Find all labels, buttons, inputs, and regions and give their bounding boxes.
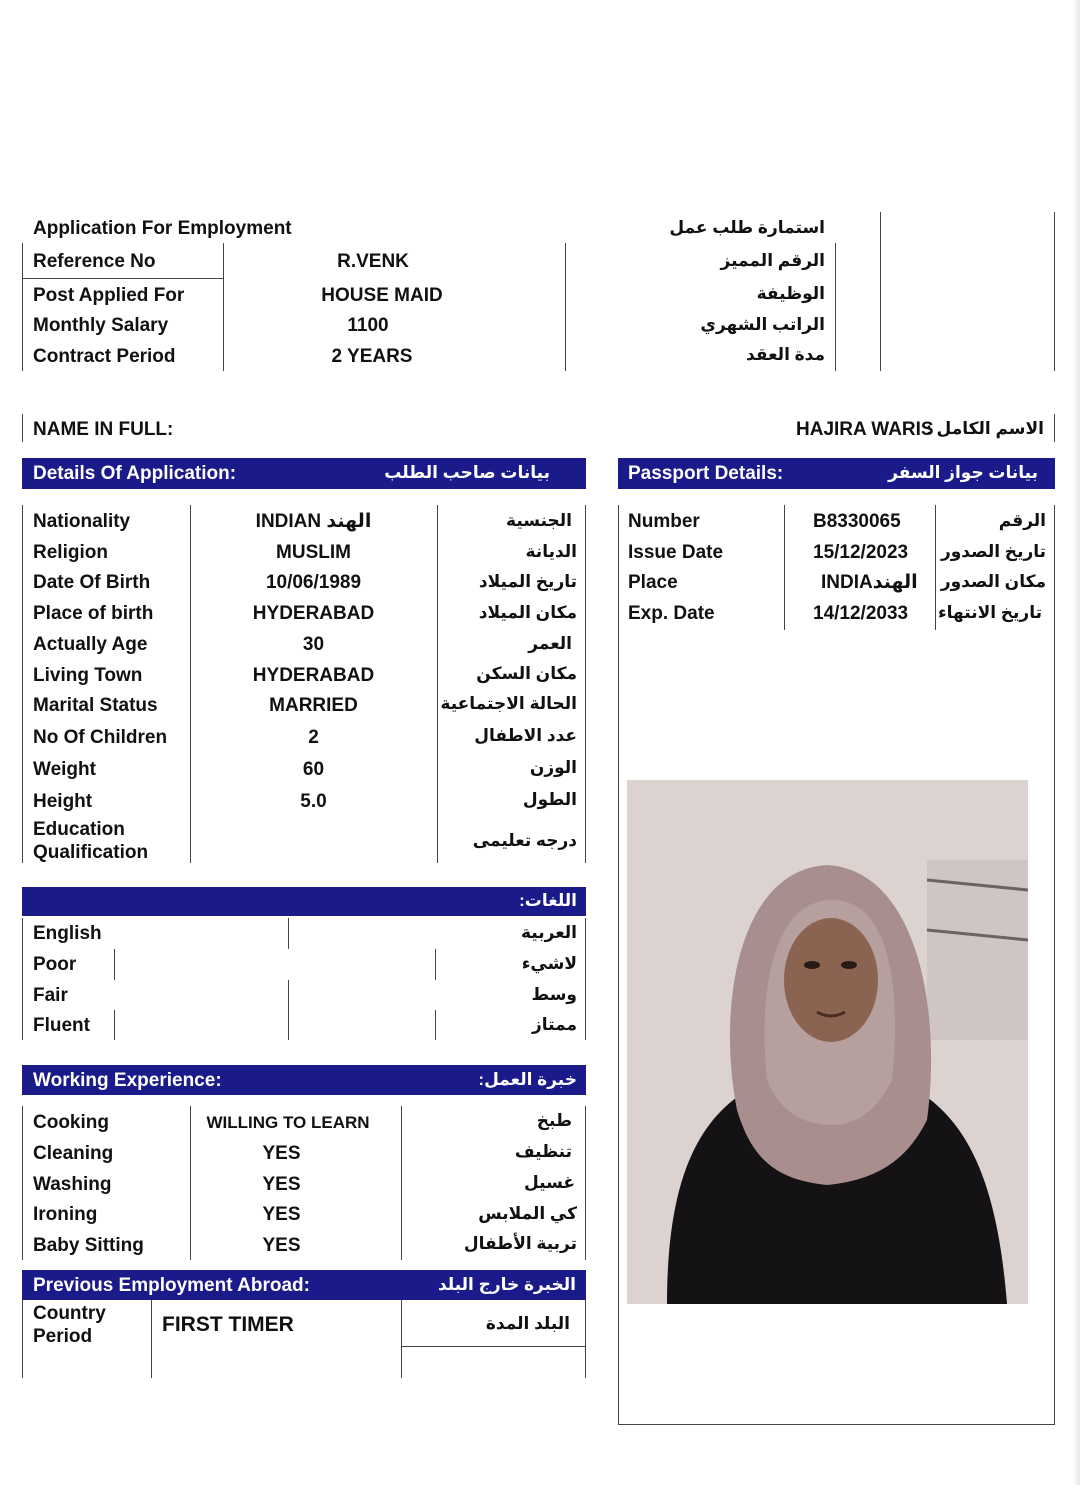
dob-value: 10/06/1989 (265, 572, 362, 593)
divider (585, 1300, 586, 1378)
divider (565, 243, 566, 371)
period-label: Period (33, 1326, 93, 1347)
issue-place-value: INDIAالهند (821, 572, 918, 593)
country-period-label-ar: البلد المدة (485, 1314, 570, 1333)
living-town-label-ar: مكان السكن (476, 664, 577, 683)
issue-date-label: Issue Date (628, 542, 724, 563)
marital-status-label-ar: الحالة الاجتماعية (440, 694, 577, 713)
children-label: No Of Children (33, 727, 168, 748)
previous-title-bar (22, 1270, 586, 1300)
washing-label: Washing (33, 1174, 112, 1195)
page-edge (1072, 0, 1080, 1485)
post-applied-label-ar: الوظيفة (756, 284, 825, 303)
divider (585, 1106, 586, 1260)
passport-title-ar: بيانات جواز السفر (888, 463, 1038, 482)
cooking-value: WILLING TO LEARN (206, 1113, 370, 1132)
divider (22, 1106, 23, 1260)
experience-title-ar: خبرة العمل: (478, 1070, 577, 1089)
passport-number-label-ar: الرقم (998, 511, 1046, 530)
languages-title-ar: اللغات: (519, 891, 577, 910)
cleaning-label-ar: تنظيف (514, 1142, 572, 1161)
experience-title-en: Working Experience: (33, 1070, 222, 1091)
previous-title-en: Previous Employment Abroad: (33, 1275, 310, 1296)
divider (1054, 505, 1055, 1425)
divider (114, 949, 115, 980)
divider (1054, 414, 1055, 442)
issue-date-label-ar: تاريخ الصدور (940, 542, 1046, 561)
nationality-value: INDIAN الهند (255, 511, 372, 532)
baby-sitting-label-ar: تربية الأطفال (463, 1234, 577, 1253)
marital-status-value: MARRIED (269, 695, 358, 716)
divider (880, 212, 881, 371)
contract-period-value: 2 YEARS (331, 346, 413, 367)
divider (288, 980, 289, 1010)
divider (585, 505, 586, 863)
nationality-label: Nationality (33, 511, 131, 532)
education-label-ar: درجه تعليمى (472, 831, 577, 850)
cooking-label: Cooking (33, 1112, 109, 1133)
divider (22, 278, 224, 279)
form-title-ar: استمارة طلب عمل (669, 218, 825, 237)
level-fair-label: Fair (33, 985, 68, 1006)
children-value: 2 (308, 727, 319, 748)
divider (22, 414, 23, 442)
nationality-label-ar: الجنسية (506, 511, 572, 530)
experience-title-bar (22, 1065, 586, 1095)
weight-value: 60 (302, 759, 325, 780)
dob-label-ar: تاريخ الميلاد (478, 572, 577, 591)
level-fair-label-ar: وسط (531, 985, 577, 1004)
divider (22, 505, 23, 863)
baby-sitting-value: YES (262, 1235, 301, 1256)
reference-no-label: Reference No (33, 251, 156, 272)
passport-number-value: B8330065 (813, 511, 901, 532)
divider (935, 505, 936, 630)
ironing-value: YES (262, 1204, 301, 1225)
languages-title-bar (22, 887, 586, 916)
cleaning-value: YES (262, 1143, 301, 1164)
weight-label: Weight (33, 759, 96, 780)
washing-label-ar: غسيل (523, 1173, 575, 1192)
applicant-photo (627, 780, 1028, 1304)
applicant-photo-image (627, 780, 1028, 1304)
full-name-label: NAME IN FULL: (33, 419, 174, 440)
height-label-ar: الطول (522, 790, 577, 809)
divider (22, 918, 23, 1040)
issue-date-value: 15/12/2023 (813, 542, 909, 563)
full-name-label-ar: الاسم الكامل : (926, 419, 1044, 438)
post-applied-label: Post Applied For (33, 285, 185, 306)
place-of-birth-value: HYDERABAD (252, 603, 375, 624)
contract-period-label-ar: مدة العقد (746, 345, 825, 364)
level-poor-label-ar: لاشيء (521, 954, 577, 973)
full-name-value: HAJIRA WARIS (796, 419, 934, 440)
passport-title-en: Passport Details: (628, 463, 784, 484)
age-label-ar: العمر (528, 634, 572, 653)
religion-label: Religion (33, 542, 108, 563)
form-title-en: Application For Employment (33, 218, 292, 239)
divider (22, 1300, 23, 1378)
living-town-label: Living Town (33, 665, 143, 686)
divider (437, 505, 438, 863)
monthly-salary-label-ar: الراتب الشهري (700, 315, 825, 334)
exp-date-label-ar: تاريخ الانتهاء (937, 603, 1042, 622)
children-label-ar: عدد الاطفال (474, 726, 577, 745)
marital-status-label: Marital Status (33, 695, 158, 716)
level-fluent-label-ar: ممتاز (531, 1015, 577, 1034)
divider (401, 1106, 402, 1260)
cooking-label-ar: طبخ (536, 1111, 572, 1130)
passport-number-label: Number (628, 511, 700, 532)
monthly-salary-value: 1100 (347, 315, 389, 336)
divider (151, 1300, 152, 1378)
level-poor-label: Poor (33, 954, 77, 975)
monthly-salary-label: Monthly Salary (33, 315, 169, 336)
exp-date-label: Exp. Date (628, 603, 715, 624)
religion-value: MUSLIM (276, 542, 351, 563)
issue-place-label: Place (628, 572, 678, 593)
education-label-line1: Education (33, 819, 125, 840)
place-of-birth-label-ar: مكان الميلاد (478, 603, 577, 622)
issue-place-label-ar: مكان الصدور (940, 572, 1046, 591)
divider (618, 505, 619, 1425)
ironing-label-ar: كي الملابس (478, 1204, 577, 1223)
divider (223, 243, 224, 371)
reference-no-value: R.VENK (337, 251, 409, 272)
divider (435, 1010, 436, 1040)
language-arabic-label: العربية (520, 923, 577, 942)
level-fluent-label: Fluent (33, 1015, 90, 1036)
previous-title-ar: الخبرة خارج البلد (437, 1275, 576, 1294)
divider (288, 918, 289, 949)
details-title-ar: بيانات صاحب الطلب (384, 463, 550, 482)
age-value: 30 (302, 634, 325, 655)
divider (585, 918, 586, 1040)
age-label: Actually Age (33, 634, 148, 655)
divider (401, 1346, 586, 1347)
divider (1054, 212, 1055, 371)
details-title-en: Details Of Application: (33, 463, 237, 484)
divider (22, 243, 23, 371)
washing-value: YES (262, 1174, 301, 1195)
previous-employment-value: FIRST TIMER (162, 1313, 294, 1336)
details-title-bar (22, 458, 586, 489)
height-value: 5.0 (300, 791, 327, 812)
divider (401, 1300, 402, 1378)
contract-period-label: Contract Period (33, 346, 176, 367)
divider (618, 1424, 1055, 1425)
cleaning-label: Cleaning (33, 1143, 114, 1164)
passport-title-bar (618, 458, 1055, 489)
religion-label-ar: الديانة (525, 542, 577, 561)
education-label-line2: Qualification (33, 842, 149, 863)
living-town-value: HYDERABAD (252, 665, 375, 686)
place-of-birth-label: Place of birth (33, 603, 154, 624)
language-english-label: English (33, 923, 102, 944)
post-applied-value: HOUSE MAID (321, 285, 443, 306)
ironing-label: Ironing (33, 1204, 98, 1225)
divider (435, 949, 436, 980)
exp-date-value: 14/12/2033 (813, 603, 909, 624)
weight-label-ar: الوزن (529, 758, 577, 777)
dob-label: Date Of Birth (33, 572, 151, 593)
country-label: Country (33, 1303, 106, 1324)
divider (784, 505, 785, 630)
divider (114, 1010, 115, 1040)
baby-sitting-label: Baby Sitting (33, 1235, 144, 1256)
reference-no-label-ar: الرقم المميز (720, 251, 825, 270)
divider (288, 1010, 289, 1040)
divider (835, 243, 836, 371)
height-label: Height (33, 791, 93, 812)
